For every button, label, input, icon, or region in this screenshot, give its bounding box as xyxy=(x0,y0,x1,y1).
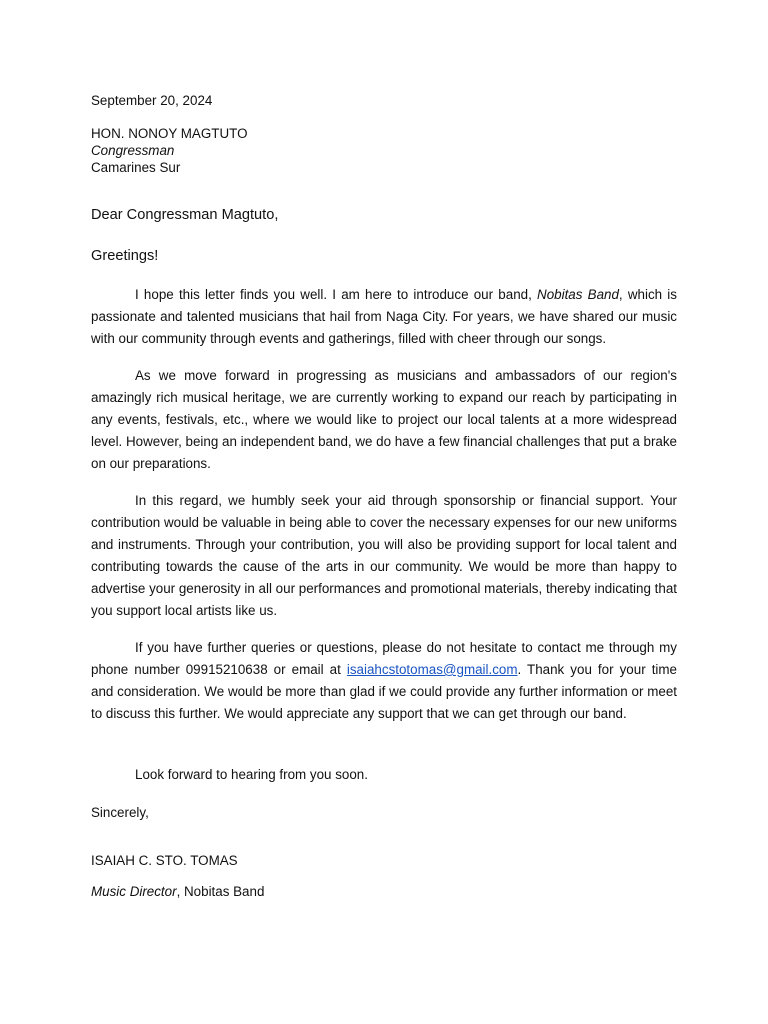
recipient-title: Congressman xyxy=(91,143,175,158)
signature-title xyxy=(91,883,677,900)
paragraph-contact xyxy=(91,637,677,725)
greeting: Greetings! xyxy=(91,248,159,264)
signature-name: ISAIAH C. STO. TOMAS xyxy=(91,853,238,868)
signature-role: Music Director xyxy=(91,884,177,899)
signature-org: , Nobitas Band xyxy=(176,884,265,899)
paragraph-request: In this regard, we humbly seek your aid through sponsorship or financial support. Your contribution would be valuable in being able to cover the necessary expenses for our new uniforms and instruments. Through your contribution, you will also be providing support for local talent and contributing towards the cause of the arts in our community. We would be more than happy to advertise your generosity in all our performances and promotional materials, thereby indicating that you support local artists like us. xyxy=(91,493,677,618)
paragraph-contact-text-start: If you have further queries or questions, please do not hesitate to contact me through my phone number 09915210638 or email at xyxy=(91,640,677,677)
paragraph-background: As we move forward in progressing as musicians and ambassadors of our region's amazingly rich musical heritage, we are currently working to expand our reach by participating in any events, festivals, etc., where we would like to project our local talents at a more widespread level. However, being an independent band, we do have a few financial challenges that put a brake on our preparations. xyxy=(91,368,677,471)
recipient-block xyxy=(91,125,677,176)
recipient-name: HON. NONOY MAGTUTO xyxy=(91,126,248,141)
band-name: Nobitas Band xyxy=(537,287,619,302)
salutation: Dear Congressman Magtuto, xyxy=(91,207,279,223)
letter-date: September 20, 2024 xyxy=(91,93,213,108)
paragraph-closing-remark: Look forward to hearing from you soon. xyxy=(135,767,368,782)
paragraph-contact-text-end: . Thank you for your time and consideration. We would be more than glad if we could provide any further information or meet to discuss this further. We would appreciate any support that we can get through our band. xyxy=(91,662,677,721)
paragraph-introduction xyxy=(91,284,677,350)
recipient-location: Camarines Sur xyxy=(91,160,181,175)
paragraph-introduction-text-start: I hope this letter finds you well. I am here to introduce our band, xyxy=(135,287,538,302)
paragraph-introduction-text-end: , which is passionate and talented musicians that hail from Naga City. For years, we have shared our music with our community through events and gatherings, filled with cheer through our songs. xyxy=(91,287,677,346)
closing: Sincerely, xyxy=(91,805,149,820)
email-link[interactable]: isaiahcstotomas@gmail.com xyxy=(346,662,518,677)
